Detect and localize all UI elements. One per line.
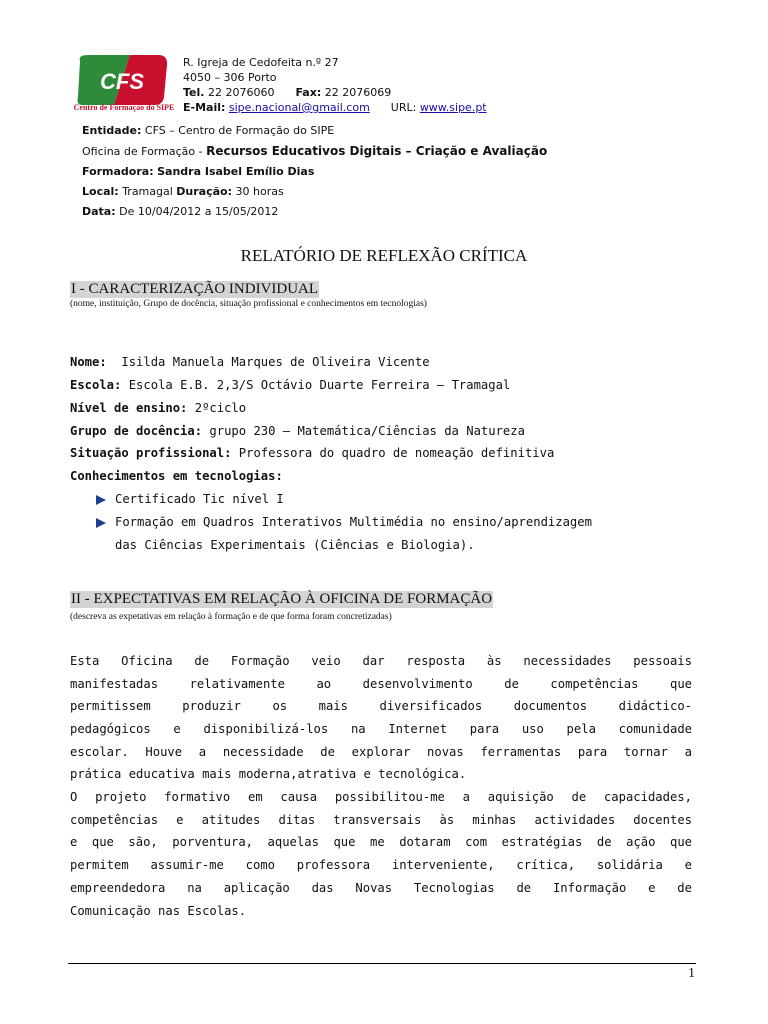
paragraph-line: permitissem produzir os mais diversificados documentos didáctico- (70, 699, 692, 713)
entidade-label: Entidade: (82, 124, 142, 137)
formadora-row (82, 162, 547, 182)
page-number: 1 (688, 966, 695, 981)
situacao-label: Situação profissional: (70, 446, 232, 460)
local-value: Tramagal (122, 185, 173, 198)
section-1-subtitle: (nome, instituição, Grupo de docência, situação profissional e conhecimentos em tecnologias) (70, 299, 427, 309)
section-2-subtitle: (descreva as expetativas em relação à formação e de que forma foram concretizadas) (70, 612, 392, 622)
conhecimentos-label: Conhecimentos em tecnologias: (70, 469, 283, 483)
course-info (82, 121, 547, 222)
bullet-item-2-cont: das Ciências Experimentais (Ciências e Biologia). (115, 538, 475, 552)
tel-value: 22 2076060 (207, 86, 275, 99)
entidade-value: CFS – Centro de Formação do SIPE (144, 124, 335, 137)
document-title: RELATÓRIO DE REFLEXÃO CRÍTICA (240, 246, 528, 265)
nivel-value: 2ºciclo (194, 401, 247, 415)
contact-line (183, 100, 487, 115)
data-label: Data: (82, 205, 116, 218)
escola-label: Escola: (70, 378, 122, 392)
paragraph-line: escolar. Houve a necessidade de explorar novas ferramentas para tornar a (70, 745, 692, 759)
local-row (82, 182, 547, 202)
paragraph-line: competências e atitudes ditas transversais às minhas actividades docentes (70, 813, 692, 827)
tel-label: Tel. (183, 86, 205, 99)
data-row (82, 202, 547, 222)
paragraph-line: permitem assumir-me como professora interveniente, crítica, solidária e (70, 858, 692, 872)
address-block (183, 55, 487, 115)
oficina-row (82, 141, 547, 162)
bullet-item-1: Certificado Tic nível I (115, 492, 284, 506)
escola-value: Escola E.B. 2,3/S Octávio Duarte Ferreira – Tramagal (128, 378, 511, 392)
grupo-value: grupo 230 – Matemática/Ciências da Natureza (209, 424, 525, 438)
paragraph-line: prática educativa mais moderna,atrativa e tecnológica. (70, 767, 467, 781)
local-label: Local: (82, 185, 119, 198)
email-label: E-Mail: (183, 101, 226, 114)
nome-value: Isilda Manuela Marques de Oliveira Vicente (121, 355, 430, 369)
bullet-arrow-icon (96, 495, 106, 505)
paragraph-line: manifestadas relativamente ao desenvolvimento de competências que (70, 677, 692, 691)
logo-caption: Centro de Formação do SIPE (73, 103, 175, 112)
situacao-value: Professora do quadro de nomeação definitiva (238, 446, 555, 460)
data-value: De 10/04/2012 a 15/05/2012 (119, 205, 279, 218)
section-1-heading: I - CARACTERIZAÇÃO INDIVIDUAL (71, 281, 319, 297)
grupo-row (70, 424, 525, 438)
address-line-2: 4050 – 306 Porto (183, 71, 277, 84)
email-link[interactable]: sipe.nacional@gmail.com (228, 101, 370, 114)
formadora-label: Formadora: (82, 165, 154, 178)
paragraph-line: e que são, porventura, aquelas que me dotaram com estratégias de ação que (70, 835, 692, 849)
nivel-label: Nível de ensino: (70, 401, 188, 415)
formadora-value: Sandra Isabel Emílio Dias (157, 165, 315, 178)
paragraph-line: Esta Oficina de Formação veio dar resposta às necessidades pessoais (70, 654, 692, 668)
duracao-label: Duração: (176, 185, 233, 198)
escola-row (70, 378, 510, 392)
conhecimentos-row (70, 469, 283, 483)
nome-label: Nome: (70, 355, 107, 369)
paragraph-line: Comunicação nas Escolas. (70, 904, 247, 918)
duracao-value: 30 horas (235, 185, 284, 198)
url-label: URL: (390, 101, 417, 114)
footer-divider (68, 963, 696, 964)
oficina-value: Recursos Educativos Digitais – Criação e Avaliação (206, 144, 548, 158)
paragraph-line: pedagógicos e disponibilizá-los na Internet para uso pela comunidade (70, 722, 692, 736)
oficina-label: Oficina de Formação - (82, 145, 207, 158)
grupo-label: Grupo de docência: (70, 424, 203, 438)
phone-line (183, 85, 487, 100)
nome-row (70, 355, 430, 369)
entidade-row (82, 121, 547, 141)
bullet-arrow-icon (96, 518, 106, 528)
nivel-row (70, 401, 246, 415)
situacao-row (70, 446, 554, 460)
bullet-item-2: Formação em Quadros Interativos Multimédia no ensino/aprendizagem (115, 515, 592, 529)
paragraph-line: O projeto formativo em causa possibilitou-me a aquisição de capacidades, (70, 790, 692, 804)
logo-text: CFS (100, 69, 144, 94)
paragraph-line: empreendedora na aplicação das Novas Tecnologias de Informação e de (70, 881, 692, 895)
section-2-heading: II - EXPECTATIVAS EM RELAÇÃO À OFICINA DE FORMAÇÃO (71, 591, 493, 607)
address-line-1: R. Igreja de Cedofeita n.º 27 (183, 56, 339, 69)
fax-value: 22 2076069 (324, 86, 392, 99)
fax-label: Fax: (295, 86, 322, 99)
url-link[interactable]: www.sipe.pt (419, 101, 487, 114)
